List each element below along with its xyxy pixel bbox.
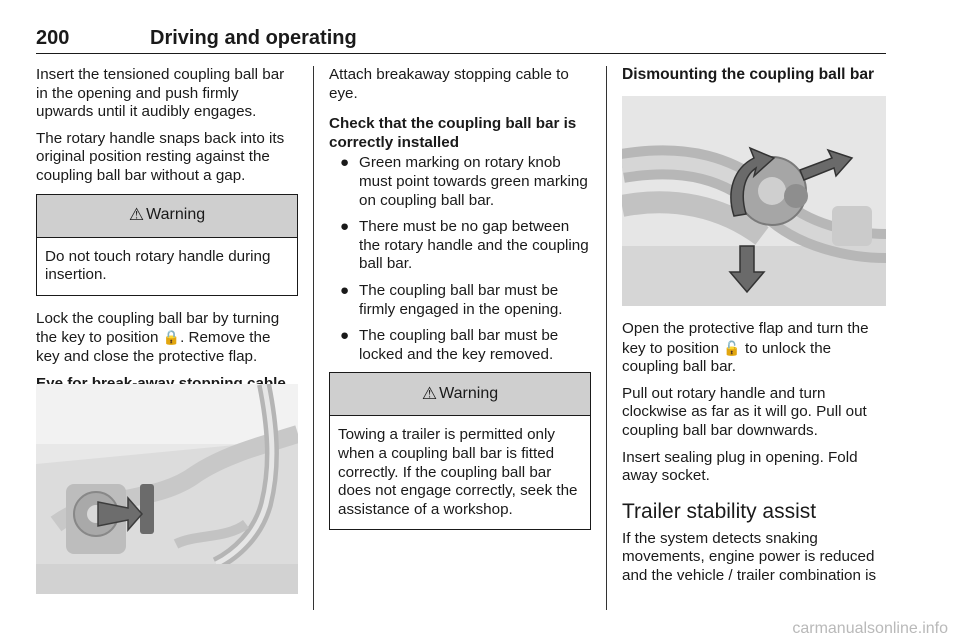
column-right: [622, 320, 886, 594]
text-span: Open the protective flap and turn the key to position: [622, 320, 869, 357]
list-item-text: Green marking on rotary knob must point towards green marking on coupling ball bar.: [359, 154, 588, 209]
paragraph: If the system detects snaking movements, engine power is reduced and the vehicle / trailer combination is: [622, 529, 877, 584]
coupling-ball-bar-figure: [622, 96, 886, 306]
list-item-text: The coupling ball bar must be firmly engaged in the opening.: [359, 281, 563, 318]
warning-header: [330, 373, 590, 416]
page-header: [36, 27, 886, 54]
watermark: carmanualsonline.info: [792, 620, 948, 637]
column-divider: [606, 66, 607, 610]
breakaway-cable-eye-figure: [36, 384, 298, 594]
page-number: 200: [36, 27, 70, 49]
column-left: [36, 66, 298, 395]
warning-title: Warning: [439, 385, 499, 403]
lock-open-icon: 🔓: [723, 339, 741, 356]
subheading: Dismounting the coupling ball bar: [622, 66, 875, 83]
warning-text: Do not touch rotary handle during insertion.: [45, 247, 271, 284]
paragraph: [622, 320, 886, 377]
paragraph: Insert the tensioned coupling ball bar in the opening and push firmly upwards until it audibly engages.: [36, 66, 285, 121]
subheading: Check that the coupling ball bar is correctly installed: [329, 115, 577, 151]
breakaway-cable-eye-illustration: [36, 384, 298, 594]
warning-icon: ⚠: [421, 384, 438, 404]
warning-text: Towing a trailer is permitted only when a coupling ball bar is fitted correctly. If the coupling ball bar does not engage correctly, seek the assistance of a workshop.: [338, 426, 578, 518]
lock-closed-icon: 🔒: [162, 329, 181, 346]
paragraph: Pull out rotary handle and turn clockwise as far as it will go. Pull out coupling ball bar downwards.: [622, 384, 867, 439]
list-item-text: The coupling ball bar must be locked and the key removed.: [359, 327, 559, 363]
list-item: ● There must be no gap between the rotary handle and the coupling ball bar.: [340, 218, 589, 273]
warning-box: [36, 194, 298, 296]
paragraph: Insert sealing plug in opening. Fold away socket.: [622, 448, 858, 485]
warning-title: Warning: [146, 206, 206, 224]
column-divider: [313, 66, 314, 610]
list-item: ● Green marking on rotary knob must point towards green marking on coupling ball bar.: [340, 154, 588, 209]
chapter-title: Driving and operating: [150, 27, 357, 49]
list-item: ● The coupling ball bar must be firmly engaged in the opening.: [340, 281, 563, 318]
warning-header: [37, 195, 297, 238]
check-list: [329, 154, 591, 364]
column-right-top: [622, 66, 886, 87]
warning-box: [329, 372, 591, 530]
text-span: Lock the coupling ball bar by turning the key to position: [36, 309, 280, 347]
text-span: . Remove the key and close the protective flap.: [36, 329, 271, 365]
list-item: ● The coupling ball bar must be locked and the key removed.: [340, 327, 559, 363]
paragraph: The rotary handle snaps back into its original position resting against the coupling ball bar without a gap.: [36, 129, 285, 184]
column-middle: [329, 66, 591, 544]
section-heading: Trailer stability assist: [622, 499, 817, 523]
warning-icon: ⚠: [128, 205, 145, 225]
paragraph: [36, 310, 298, 367]
paragraph: Attach breakaway stopping cable to eye.: [329, 66, 569, 102]
list-item-text: There must be no gap between the rotary handle and the coupling ball bar.: [359, 218, 589, 273]
text-span: to unlock the coupling ball bar.: [622, 339, 832, 376]
coupling-ball-bar-illustration: [622, 96, 886, 306]
